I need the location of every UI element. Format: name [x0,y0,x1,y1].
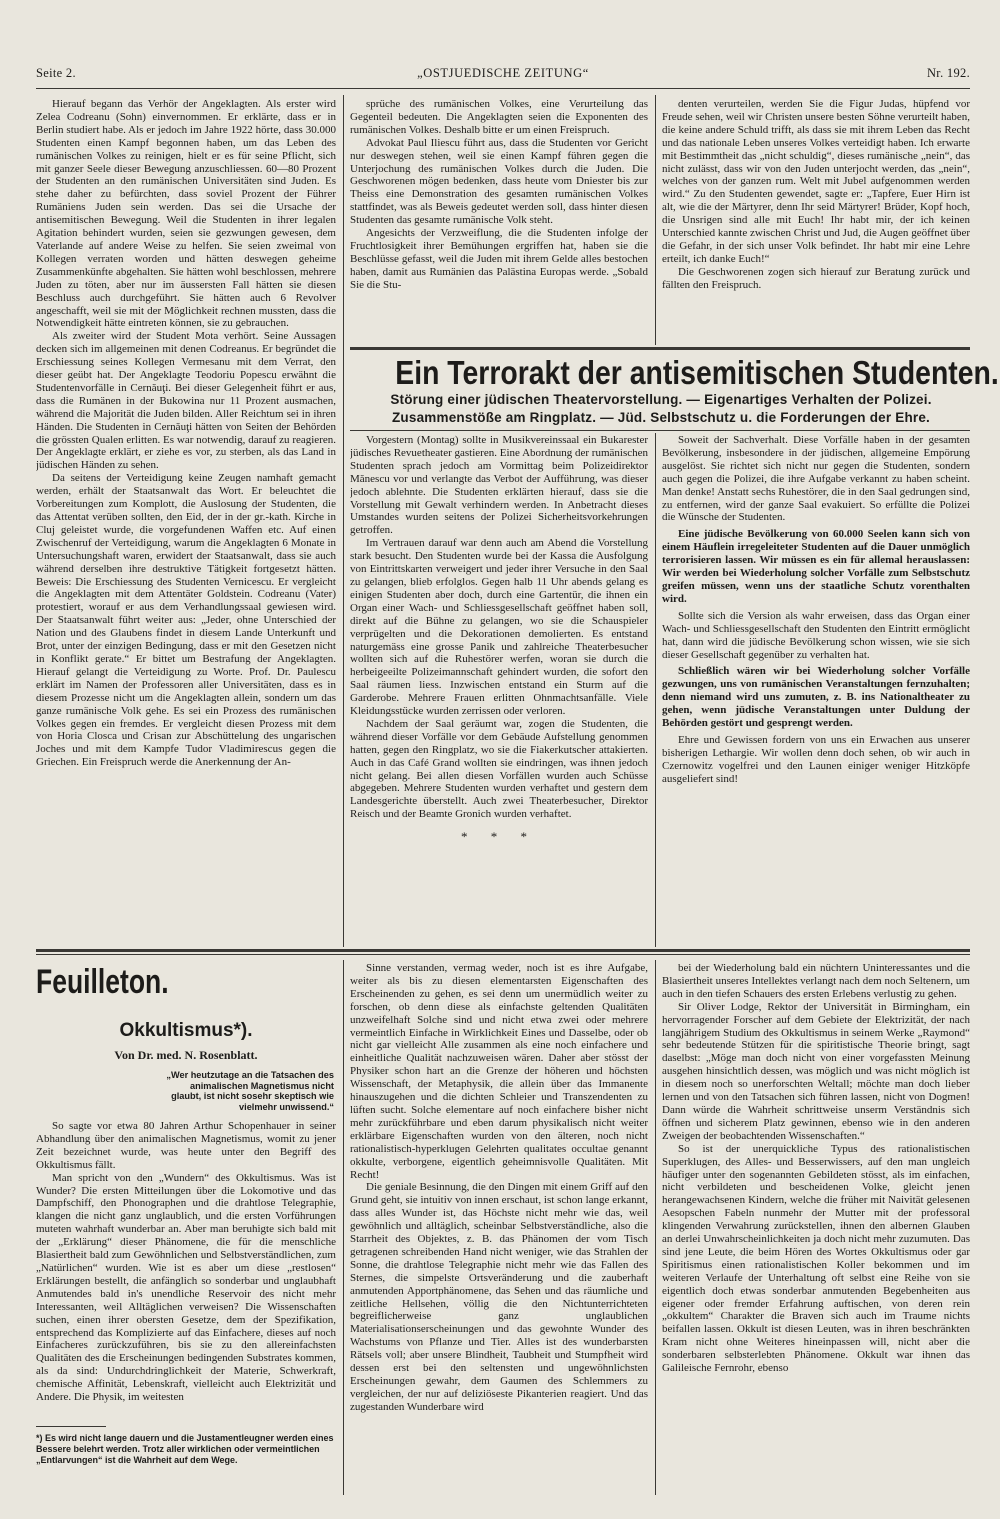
feuilleton-column-2 [350,962,648,1482]
trial-column-2 [350,98,648,343]
feuilleton-paragraph: Sir Oliver Lodge, Rektor der Universität in Birmingham, ein hervorragender Forscher auf dem Gebiete der Elektrizität, der nach langjährigem Studium des Okkultismus in seinem Werke „Raymond“ sehr bedeutende Stützen für die spiritistische Theorie bringt, sagt daselbst: „Möge man doch nicht von einer vorgefassten Meinung ausgehen hinsichtlich dessen, was möglich und was nicht möglich ist in diesem noch so unerforschten Weltall; möchte man doch lieber lernen und von den Tatsachen sich führen lassen, nicht von Dogmen! Dann würde die Wahrheit schrittweise unserm Verständnis sich öffnen und sicherem Platz gewinnen, ebenso wie in den anderen Zweigen der beobachtenden Wissenschaften.“ [662,1000,970,1142]
terror-bold-paragraph: Schließlich wären wir bei Wiederholung solcher Vorfälle gezwungen, uns von rumänischen Veranstaltungen fernzuhalten; denn niemand wird uns zumuten, z. B. ins Nationaltheater zu gehen, wenn jüdische Veranstaltungen unter Duldung der Behörden gestört und gesprengt werden. [662,665,970,730]
trial-paragraph: Advokat Paul Iliescu führt aus, dass die Studenten vor Gericht nur deswegen stehen, weil sie einen Kampf führen gegen die Unterjochung des rumänischen Volkes durch die Juden. Die Geschworenen mögen bedenken, dass heute vom Dniester bis zur Theiss eine Demonstration des gesamten rumänischen Volkes stattfindet, was als Beweis gedeutet werden soll, dass hinter diesen Studenten das gesamte rumänische Volk steht. [350,136,648,227]
feuilleton-top-rule-thin [36,954,970,955]
terror-paragraph: Nachdem der Saal geräumt war, zogen die Studenten, die während dieser Vorfälle vor dem Gebäude Aufstellung genommen hatten, gegen den Ringplatz, wo sie die Fiakerkutscher attakierten. Auch in das Café Grand wollten sie eindringen, was ihnen jedoch nicht gelang. Bei allen diesen Vorfällen wurden auch Schüsse abgegeben. Mehrere Studenten wurden verhaftet und gestern dem Landesgerichte überstellt. Auch zwei Theaterbesucher, Direktor Reisch und der Beamte Gronich wurden verhaftet. [350,717,648,821]
header-rule [36,88,970,89]
terror-headline: Ein Terrorakt der antisemitischen Studenten. [395,354,999,391]
trial-paragraph: Angesichts der Verzweiflung, die die Studenten infolge der Fruchtlosigkeit ihrer Bemühungen ergriffen hat, haben sie die Beschlüsse gefasst, weil die Juden mit ihrem Gelde alles bestochen haben, damit aus Rumänien das Palästina Europas werde. „Sobald Sie die Stu- [350,227,648,291]
footnote-rule [36,1426,106,1427]
feuilleton-paragraph: So ist der unerquickliche Typus des rationalistischen Superklugen, des Alles- und Besserwissers, auf den man ungleich häufiger unter den sogenannten Gebildeten stösst, als im einfachen, nicht verbildeten und bescheidenen Volke, gleicht jenen herangewachsenen Kindern, welche die früher mit Naivität gelesenen Aesopschen Fabeln nunmehr der Mutter mit der professoral klingenden Verwahrung zurückstellen, ihnen den albernen Glauben an derlei Unwahrscheinlichkeiten ja doch nicht mehr zuzumuten. Das sind jene Leute, die beim Hören des Wortes Okkultismus oder gar Spiritismus einen rationalistischen Koller bekommen und im weiteren Verlaufe der Unterhaltung oft selbst eine Reihe von sie eigentlich doch etwas sonderbar anmutenden Begebenheiten aus eigener oder fremder Erfahrung auftischen, von deren rein „okkultem“ Charakter die Braven sich auch im Traume nichts beifallen lassen. Okkult ist diesen Leuten, was in ihren beschränkten Kram nicht ohne Weiteres hineinpassen will, nicht aber die sonderbaren selbsterlebten Phänomene. Okkult war ihnen das Galileische Fernrohr, ebenso [662,1142,970,1375]
article-top-rule [350,347,970,350]
section-stars: * * * [461,829,537,845]
page-number: Seite 2. [36,66,76,80]
terror-bold-paragraph: Eine jüdische Bevölkerung von 60.000 Seelen kann sich von einem Häuflein irregeleiteter Studenten auf die Dauer unmöglich terrorisieren lassen. Wir müssen es ein für allemal herauslassen: Wir werden bei Wiederholung solcher Vorfälle zum Selbstschutz greifen müssen, wenn uns der staatliche Schutz vorenthalten wird. [662,528,970,605]
column-rule-upper-2 [655,95,656,345]
column-rule-lower-1 [343,960,344,1495]
terror-subheadline-1: Störung einer jüdischen Theatervorstellung. — Eigenartiges Verhalten der Polizei. [390,392,932,407]
trial-paragraph: Die Geschworenen zogen sich hierauf zur Beratung zurück und fällten den Freispruch. [662,265,970,291]
feuilleton-top-rule [36,949,970,952]
column-rule-terror [655,433,656,947]
trial-column-1 [36,98,336,943]
trial-paragraph: Da seitens der Verteidigung keine Zeugen namhaft gemacht werden, erhält der Staatsanwalt das Wort. Er beleuchtet die Vorbereitungen zum Komplott, die Auslosung der Studenten, die das Attentat verüben sollten, den Eid, der in der gr.-kath. Kirche in Cluj geleistet wurde, die vorgefundenen Waffen etc. Auf einen Zwischenruf der Verteidigung, warum die Angeklagten 6 Monate in Untersuchungshaft waren, erwidert der Staatsanwalt, dass sie auch während derselben ihre destruktive Tätigkeit fortgesetzt hätten. Beweis: Die Erschiessung des Studenten Vernicescu. Er vergleicht die Angeklagten mit dem Attentäter Goldstein. Codreanu (Vater) protestiert, worauf er aus dem Verhandlungssaal gewiesen wird. Der Staatsanwalt führt weiter aus: „Jeder, ohne Unterschied der Nation und des Glaubens findet in diesem Lande Unterkunft und Brot, unter der einzigen Bedingung, dass er mit den Gesetzen nicht in Konflikt gerate.“ Er bittet um Bestrafung der Angeklagten. Hierauf gelangt die Verteidigung zu Worte. Prof. Dr. Paulescu erklärt im Namen der Professoren aller Universitäten, dass es in diesem Prozesse nicht um die Angeklagten allein, sondern um das ganze rumänische Volk gehe. Es sei ein Prozess des rumänischen Volkes gegen ein fremdes. Er vergleicht diesen Prozess mit dem von Horia Closca und Crisan zur Abschüttelung des ungarischen Joches und mit dem Kampfe Tudor Vladimirescus gegen die Griechen. Ein Freispruch werde die Anerkennung der An- [36,472,336,769]
trial-paragraph: denten verurteilen, werden Sie die Figur Judas, hüpfend vor Freude sehen, weil wir Christen unsere besten Söhne verurteilt haben, die keine andere Schuld trifft, als dass sie mit ihrem Leben das Recht und das nationale Leben unseres Volkes verteidigt haben. Ich erwarte mit Bestimmtheit das „nicht schuldig“, dieses rumänische „nein“, das nicht zulässt, dass wir von den Juden unterjocht werden, das „nein“, welches von der ganzen rum. Welt mit Jubel aufgenommen werden wird.“ Zu den Studenten gewendet, sagte er: „Tapfere, Euer Hirn ist alt, wie die der Märtyrer, denn Ihr seid Märtyrer! Brüder, Kopf hoch, die Unsrigen sind alle mit Euch! Ihr habt mir, der ich keinen Unterschied kannte zwischen Christ und Jud, die Augen geöffnet über die Gefahr, in der sich unser Volk befindet. Ihr habt mir eine Lehre erteilt, ich danke Euch!“ [662,98,970,265]
feuilleton-footnote: *) Es wird nicht lange dauern und die Justamentleugner werden eines Bessere belehrt werden. Trotz aller wirklichen oder vermeintlichen „Entlarvungen“ ist die Wahrheit auf dem Wege. [36,1433,334,1465]
terror-column-left [350,434,648,944]
newspaper-title: „OSTJUEDISCHE ZEITUNG“ [417,66,589,80]
terror-column-right [662,434,970,944]
feuilleton-label: Feuilleton. [36,963,169,1001]
feuilleton-paragraph: Sinne verstanden, vermag weder, noch ist es ihre Aufgabe, weiter als bis zu diesen elementarsten Eigenschaften des Erscheinenden zu gehen, es sei denn um unermüdlich weiter zu forschen, ob denn diese als einfachste geltenden Qualitäten unzweifelhaft Solche sind und nicht etwa zwei oder mehrere vermeintlich Einfache in Wirklichkeit Eines und Dasselbe, oder ob nicht gar vielleicht Alle zusammen als eine noch einfachere und einheitliche Qualität nachzuweisen wären. Daher aber stösst der Physiker schon hart an die Grenze der höheren und höchsten Wissenschaft, der Metaphysik, die allein über das Immanente hinauszugehen und die dichten Schleier und Transzendenten zu lüften sucht. Solche elementare auf noch einfachere bisher nicht mehr zurückführbare und eben darum physikalisch nicht weiter erklärbare Eigenschaften wurden von den älteren, noch nicht rationalistisch-hyperklugen Gelehrten qualitates occultae genannt okkulte, verborgene, eigentlich geheimnisvolle Qualitäten. Mit Recht! [350,962,648,1181]
column-rule-lower-2 [655,960,656,1495]
feuilleton-title: Okkultismus*). [119,1020,253,1041]
column-rule-upper-1 [343,95,344,947]
trial-column-3 [662,98,970,343]
trial-paragraph: Als zweiter wird der Student Mota verhört. Seine Aussagen decken sich im allgemeinen mit denen Codreanus. Er begründet die Erschiessung seines Kollegen Vermesanu mit dem Verrat, den dieser geübt hat. Der Angeklagte Teodoriu Popescu erwähnt die Studentenvorfälle in Cernăuţi. Bei dieser Gelegenheit führt er aus, dass die Rumänen in der Bukowina nur 11 Prozent ausmachen, während die Majorität die Juden bilden. Aller Reichtum sei in ihren Händen. Die Studenten in Cernăuţi hätten von Seiten der Behörden die grössten Qualen erlitten. Es war notwendig, darauf zu reagieren. Der Angeklagte erklärt, er ziehe es vor, zu sterben, als das Land in jüdischen Händen zu sehen. [36,330,336,472]
terror-subheadline-2: Zusammenstöße am Ringplatz. — Jüd. Selbstschutz u. die Forderungen der Ehre. [391,410,931,425]
feuilleton-column-3 [662,962,970,1482]
feuilleton-column-1 [36,1120,336,1422]
issue-number: Nr. 192. [926,66,970,80]
page-header [36,66,970,86]
subheadline-rule [350,430,970,431]
feuilleton-paragraph: Die geniale Besinnung, die den Dingen mit einem Griff auf den Grund geht, sie intuitiv von innen erschaut, ist schon lange erkannt, dass alles Wunder ist, das Höchste nicht mehr wie das, weil gewöhnlich und alltäglich, scheinbar Selbstverständliche, also die Starrheit des Objektes, z. B. das Phänomen der vom Tisch getragenen schreibenden Hand nicht weniger, wie das Strahlen der Sonne, die drahtlose Telegraphie nicht mehr wie das Fallen des Sternes, die simpelste Ortsveränderung und die zauberhaft anmutenden Apportphänomene, das Sehen und das räumliche und zeitliche Hellsehen, völlig die den Nichtunterrichteten begreiflicherweise ganz unglaublichen Materialisationserscheinungen und das gewohnte Wunder des Wachstums von Pflanze und Tier. Alles ist des wunderbarsten Rätsels voll; aber unsere Blindheit, Taubheit und Stumpfheit wird dessen erst bei den seltensten und ungewöhnlichsten Erscheinungen gewahr, dem Gaumen des Schlemmers zu vergleichen, der nur auf deliziöseste Pikanterien reagiert. Und das zugestanden Wunderbare wird [350,1181,648,1413]
terror-paragraph: Sollte sich die Version als wahr erweisen, dass das Organ einer Wach- und Schliessgesellschaft den Studenten den Eintritt ermöglicht hat, dann wird die jüdische Bevölkerung schon wissen, wie sie sich dieser Gesellschaft gegenüber zu verhalten hat. [662,609,970,661]
terror-paragraph: Ehre und Gewissen fordern von uns ein Erwachen aus unserer bisherigen Lethargie. Wir wollen denn doch sehen, ob wir auch in Czernowitz vogelfrei und den Launen einiger weniger Hitzköpfe ausgeliefert sind! [662,733,970,785]
feuilleton-author: Von Dr. med. N. Rosenblatt. [114,1048,258,1062]
feuilleton-motto: „Wer heutzutage an die Tatsachen des animalischen Magnetismus nicht glaubt, ist nicht sosehr skeptisch wie vielmehr unwissend.“ [166,1070,334,1112]
trial-paragraph: sprüche des rumänischen Volkes, eine Verurteilung das Gegenteil bedeuten. Die Angeklagten seien die Exponenten des rumänischen Volkes. Deshalb bitte er um einen Freispruch. [350,98,648,136]
terror-paragraph: Im Vertrauen darauf war denn auch am Abend die Vorstellung stark besucht. Den Studenten wurde bei der Kassa die Ausfolgung von Eintrittskarten verweigert und jeder ihrer Versuche in den Saal zu gelangen, blieb erfolglos. Gegen halb 11 Uhr abends gelang es einigen Studenten aber doch, durch eine Gartentür, die ihnen ein Organ einer Wach- und Schliessgesellschaft geöffnet haben soll, direkt auf die Bühne zu gelangen, wo sie die Schauspieler verprügelten und die Dekorationen demolierten. Es entstand naturgemäss eine grosse Panik und zahlreiche Theaterbesucher wollten sich auf die Ruhestörer werfen, woran sie durch die herbeigeeilte Polizeimannschaft gehindert wurden, die sofort den Saal räumen liess. Inzwischen entstand ein Sturm auf die Garderobe. Mehrere Frauen erlitten Ohnmachtsanfälle. Viele Kleidungsstücke wurden zerrissen oder verloren. [350,537,648,718]
feuilleton-paragraph: bei der Wiederholung bald ein nüchtern Uninteressantes und die Blasiertheit unseres Intellektes verlangt nach dem noch Seltenern, um auch in den tiefen Schauers des ersten Erlebens verlustig zu gehen. [662,962,970,1000]
feuilleton-paragraph: Man spricht von den „Wundern“ des Okkultismus. Was ist Wunder? Die ersten Mitteilungen über die Lokomotive und das Dampfschiff, den Phonographen und die drahtlose Telegraphie, klangen die nicht ganz unglaublich, und die ersten Vorführungen muteten wahrhaft wunderbar an. Aber man beruhigte sich bald mit der „Erklärung“ dieser Phänomene, die für die menschliche Blasiertheit bald zum Gewöhnlichen und Selbstverständlichen, zum „Natürlichen“ wurden. Wie ist es aber um diese „restlosen“ Erklärungen bestellt, die anfänglich so sonderbar und unglaubhaft Anmutendes bald in's unendliche Reservoir des nicht mehr Interessanten, weil Alltäglichen verweisen? Die Wissenschaften suchen, einen ihrer obersten Gesetze, dem der Spezifikation, entsprechend das Komplizierte auf das Einfachere, dieses auf noch Einfacheres zurückzuführen, bis sie zu den allereinfachsten Qualitäten des die Erscheinungen bedingenden Substrates kommen, als da sind: Undurchdringlichkeit der Materie, Schwerkraft, chemische Affinität, Lebenskraft, vielleicht auch Elektrizität und Andere. Die Physik, im weitesten [36,1171,336,1404]
trial-paragraph: Hierauf begann das Verhör der Angeklagten. Als erster wird Zelea Codreanu (Sohn) einvernommen. Er erklärte, dass er in Berlin studiert habe. Als er jedoch im Jahre 1922 hörte, dass 30.000 Studenten einen Kampf begonnen haben, um das Leben des rumänischen Volkes zu reinigen, hielt er es für seine Pflicht, sich mit ganzer Seele dieser Bewegung anzuschliessen. 60—80 Prozent der Studenten an den rumänischen Universitäten sind Juden. Es stehe daher zu befürchten, dass soviel Prozent der Führer Rumäniens Juden sein werden. Das sei die Ursache der antisemitischen Bewegung. Weil die Studenten in ihrer legalen Agitation behindert wurden, seien sie gezwungen gewesen, dem Vaterlande auf andere Weise zu helfen. Sie seien zweimal von Kollegen verraten worden und hätten deswegen geheime Zusammenkünfte abgehalten. Sie hätten wohl beschlossen, mehrere Juden zu töten, aber nur im äussersten Fall hätten sie diesen Beschluss auch durchgeführt. Sie hätten auch 6 Revolver angeschafft, weil sie mit der Möglichkeit rechnen mussten, dass die Notwendigkeit hätte eintreten können, sie zu gebrauchen. [36,98,336,330]
terror-paragraph: Soweit der Sachverhalt. Diese Vorfälle haben in der gesamten Bevölkerung, insbesondere in der jüdischen, allgemeine Empörung ausgelöst. Sie richtet sich nicht nur gegen die Studenten, sondern auch gegen die Polizei, die ihre Aufgabe verkannt zu haben scheint. Man denke! Anstatt sechs Ruhestörer, die in den Saal gedrungen sind, zu entfernen, wird der ganze Saal evakuiert. So erfüllte die Polizei die Wünsche der Studenten. [662,434,970,524]
terror-paragraph: Vorgestern (Montag) sollte in Musikvereinssaal ein Bukarester jüdisches Revuetheater gastieren. Eine Abordnung der rumänischen Studenten sprach jedoch am Vormittag beim Polizeidirektor Mănescu vor und verlangte das Verbot der Aufführung, was dieser jedoch ablehnte. Die Studenten erklärten hierauf, dass sie die Vorstellung mit Gewalt verhindern werden. In Anbetracht dieses Umstandes wurden seitens der Polizei Sicherheitsvorkehrungen getroffen. [350,434,648,537]
feuilleton-paragraph: So sagte vor etwa 80 Jahren Arthur Schopenhauer in seiner Abhandlung über den animalischen Magnetismus, womit zu jener Zeit bezeichnet wurde, was heute unter den Begriff des Okkultismus fällt. [36,1120,336,1171]
